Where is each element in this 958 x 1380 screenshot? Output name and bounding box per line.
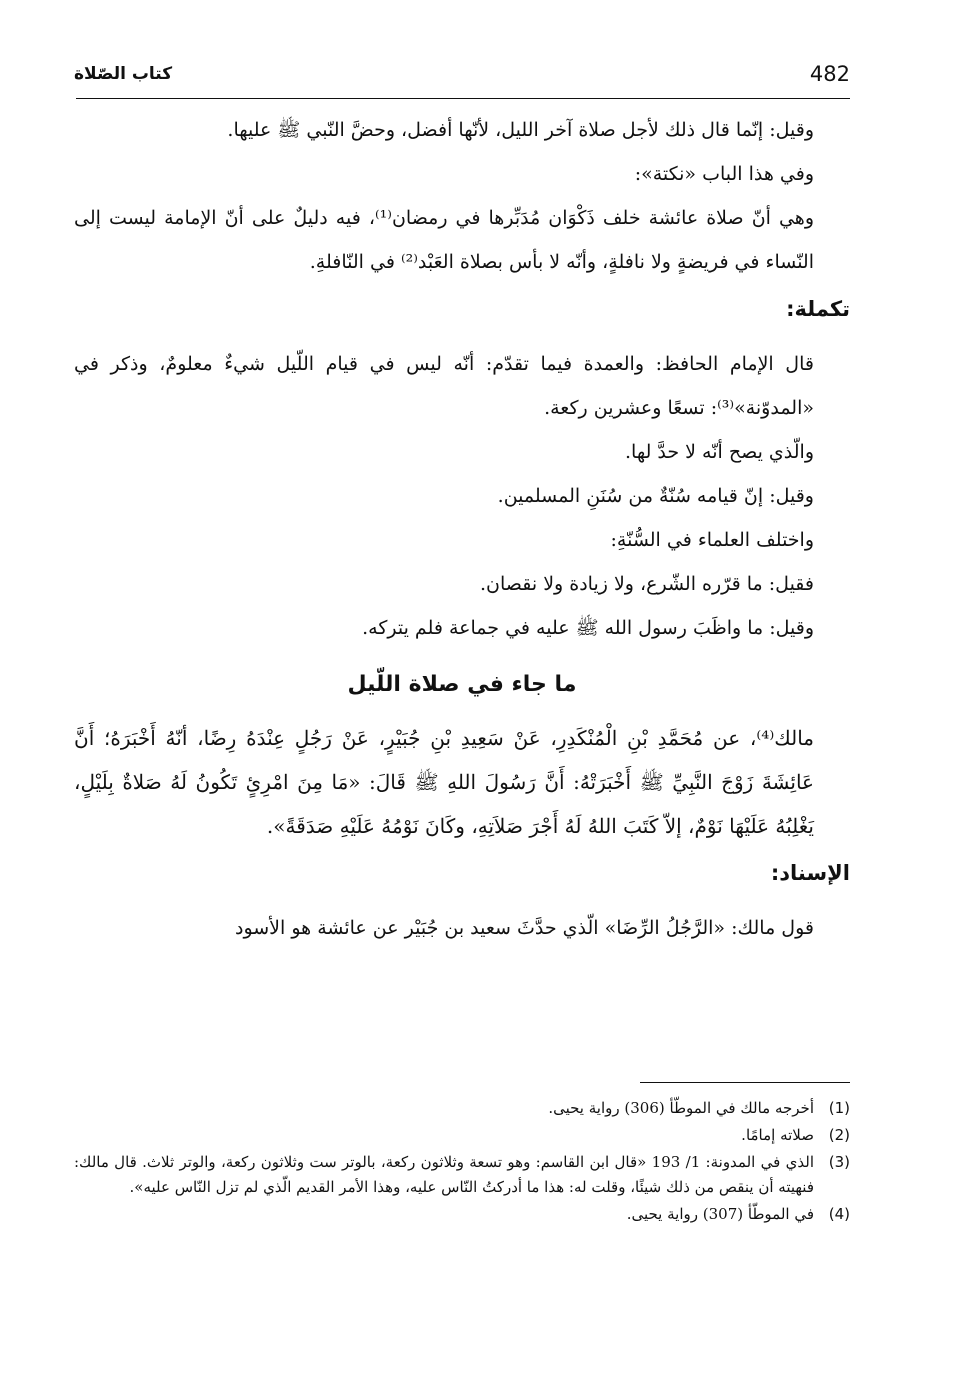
paragraph: وقيل: إنّ قيامه سُنّةٌ من سُنَنِ المسلمين. bbox=[497, 485, 814, 507]
paragraph: واختلف العلماء في السُّنّةِ: bbox=[610, 529, 814, 551]
takmila-heading: تكملة: bbox=[786, 297, 850, 321]
footnote-number: (4) bbox=[828, 1205, 850, 1223]
isnad-heading: الإسناد: bbox=[770, 861, 850, 885]
header-divider bbox=[76, 98, 850, 99]
paragraph: قول مالك: «الرَّجُلُ الرِّضَا» الّذي حدَّثَ سعيد بن جُبَيْر عن عائشة هو الأسود bbox=[234, 917, 814, 939]
footnote-divider bbox=[640, 1082, 850, 1083]
hadith-text: مالك⁽⁴⁾، عن مُحَمَّدِ بْنِ الْمُنْكَدِرِ، عَنْ سَعِيدِ بْنِ جُبَيْرٍ، عَنْ رَجُلٍ عِنْدَهُ رِضًا، أنّهُ أَخْبَرَهُ؛ أَنَّ عَائِشَةَ زَوْجَ النَّبِيِّ ﷺ أَخْبَرَتْهُ: أَنَّ رَسُولَ اللهِ ﷺ قَالَ: «مَا مِنَ امْرِئٍ تَكُونُ لَهُ صَلاةٌ بِلَيْلٍ، يَغْلِبُهُ عَلَيْهَا نَوْمٌ، إلاّ كَتَبَ اللهُ لَهُ أَجْرَ صَلاَتِهِ، وكَانَ نَوْمُهُ عَلَيْهِ صَدَقَةً». bbox=[74, 726, 814, 838]
footnote-text: صلاته إمامًا. bbox=[741, 1126, 814, 1144]
running-header bbox=[74, 60, 850, 96]
page-number: 482 bbox=[809, 62, 850, 86]
paragraph: وقيل: ما واظَبَ رسول الله ﷺ عليه في جماعة فلم يتركه. bbox=[362, 617, 814, 639]
footnote-text: في الموطّأ (307) رواية يحيى. bbox=[626, 1205, 814, 1223]
footnote-text: أخرجه مالك في الموطّأ (306) رواية يحيى. bbox=[548, 1099, 814, 1117]
paragraph: والّذي يصح أنّه لا حدَّ لها. bbox=[625, 441, 814, 463]
footnote bbox=[74, 1123, 850, 1148]
footnote bbox=[74, 1096, 850, 1121]
paragraph: قال الإمام الحافظ: والعمدة فيما تقدّم: أنّه ليس في قيام اللّيل شيءٌ معلومٌ، وذكر في «المدوّنة»⁽³⁾: تسعًا وعشرين ركعة. bbox=[74, 353, 814, 419]
footnote-number: (2) bbox=[828, 1126, 850, 1144]
paragraph: وفي هذا الباب «نكتة»: bbox=[634, 163, 814, 185]
footnote bbox=[74, 1202, 850, 1227]
paragraph: وهي أنّ صلاة عائشة خلف ذَكْوَان مُدَبِّرها في رمضان⁽¹⁾، فيه دليلٌ على أنّ الإمامة ليست إلى النّساء في فريضةٍ ولا نافلةٍ، وأنّه لا بأس بصلاة العَبْد⁽²⁾ في النّافلةِ. bbox=[74, 207, 815, 273]
footnote-text: الذي في المدونة: 1/ 193 «قال ابن القاسم: وهو تسعة وثلاثون ركعة، بالوتر ست وثلاثون ركعة، والوتر ثلاث. قال مالك: فنهيته أن ينقص من ذلك شيئًا، وقلت له: هذا ما أدركتُ النّاس عليه، وهذا الأمر القديم الّذي لم تزل النّاس عليه». bbox=[74, 1153, 814, 1196]
main-text bbox=[74, 108, 850, 950]
footnote bbox=[74, 1150, 850, 1200]
paragraph: فقيل: ما قرّره الشّرع، ولا زيادة ولا نقصان. bbox=[480, 573, 814, 595]
footnotes bbox=[74, 1096, 850, 1229]
footnote-number: (3) bbox=[828, 1153, 850, 1171]
book-title: كتاب الصّلاة bbox=[74, 64, 173, 84]
paragraph: وقيل: إنّما قال ذلك لأجل صلاة آخر الليل، لأنّها أفضل، وحضَّ النّبي ﷺ عليها. bbox=[227, 119, 814, 141]
section-title: ما جاء في صلاة اللّيل bbox=[347, 672, 577, 697]
footnote-number: (1) bbox=[828, 1099, 850, 1117]
